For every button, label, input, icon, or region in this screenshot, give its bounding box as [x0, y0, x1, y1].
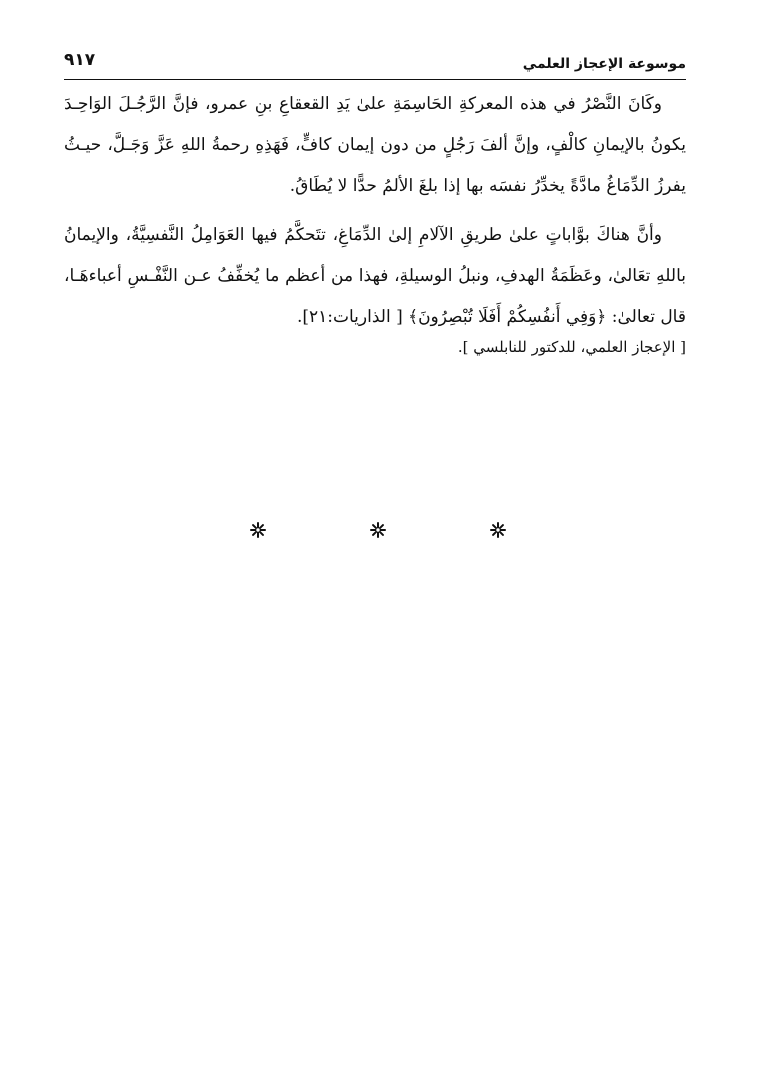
- text-line: يفرزُ الدِّمَاغُ مادَّةً يخدِّرُ نفسَه بها إذا بلغَ الألمُ حدًّا لا يُطَاقُ.: [289, 176, 686, 196]
- asterisk-ornament-icon: [371, 523, 385, 537]
- quran-verse-line: قال تعالىٰ: ﴿وَفِي أَنفُسِكُمْ أَفَلَا تُبْصِرُونَ﴾ [ الذاريات:٢١].: [296, 307, 686, 327]
- page-number: ٩١٧: [64, 50, 96, 70]
- source-citation: [ الإعجاز العلمي، للدكتور للنابلسي ].: [457, 338, 686, 356]
- running-header: [64, 50, 686, 80]
- header-rule: [64, 79, 686, 80]
- text-line: يكونُ بالإيمانِ كالْفٍ، وإنَّ ألفَ رَجُلٍ من دون إيمان كافٍّ، فَهَذِهِ رحمةُ اللهِ عَزَّ وَجَـلَّ، حيـثُ: [64, 135, 686, 155]
- section-separator: [200, 515, 560, 545]
- paragraph: [64, 215, 686, 338]
- asterism-separator: [200, 515, 560, 545]
- text-line: وأنَّ هناكَ بوَّاباتٍ علىٰ طريقِ الآلامِ إلىٰ الدِّمَاغِ، تتَحكَّمُ فيها العَوَامِلُ النَّفسِيَّةُ، والإيمانُ: [64, 225, 662, 245]
- paragraph: [64, 84, 686, 207]
- book-title: موسوعة الإعجاز العلمي: [522, 56, 686, 72]
- text-line: وكَانَ النَّصْرُ في هذه المعركةِ الحَاسِمَةِ علىٰ يَدِ القعقاعِ بنِ عمرو، فإنَّ الرَّجُـلَ الوَاحِـدَ: [64, 94, 662, 114]
- body-text: [64, 84, 686, 338]
- text-line: باللهِ تعَالىٰ، وعَظَمَةُ الهدفِ، ونبلُ الوسيلةِ، فهذا من أعظم ما يُخفِّفُ عـن النَّفْـسِ أعباءهَـا،: [64, 266, 686, 286]
- asterisk-ornament-icon: [251, 523, 265, 537]
- asterisk-ornament-icon: [491, 523, 505, 537]
